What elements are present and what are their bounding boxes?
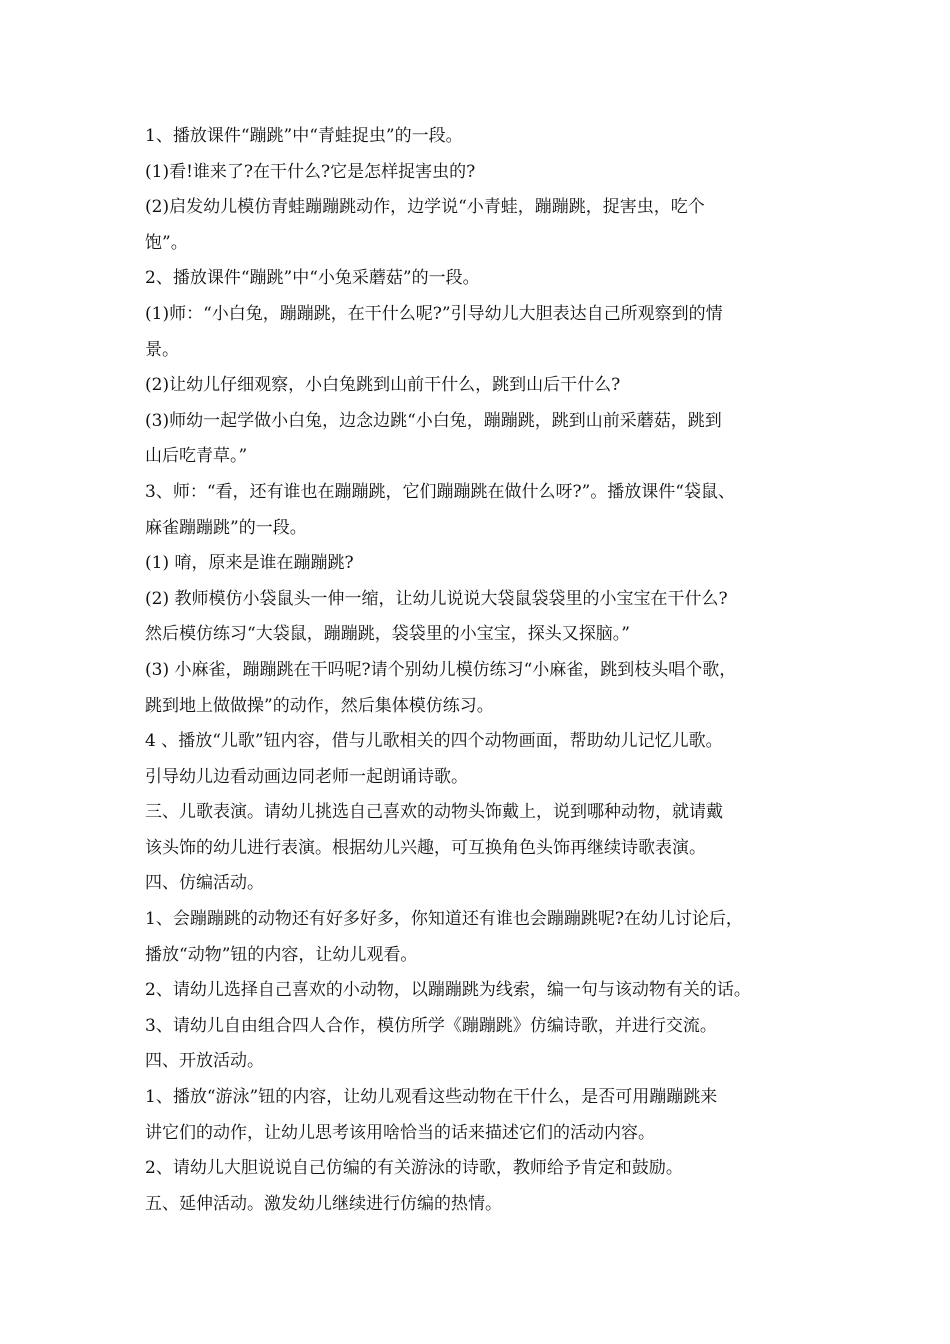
document-body xyxy=(145,119,825,1222)
text-line: 五、延伸活动。激发幼儿继续进行仿编的热情。 xyxy=(145,1193,502,1214)
text-line: (3) 小麻雀，蹦蹦跳在干吗呢?请个别幼儿模仿练习“小麻雀，跳到枝头唱个歌， xyxy=(145,659,737,680)
text-line: (2)让幼儿仔细观察，小白兔跳到山前干什么，跳到山后干什么? xyxy=(145,375,621,396)
text-line: 山后吃青草。” xyxy=(145,446,248,467)
text-line: 1、会蹦蹦跳的动物还有好多好多，你知道还有谁也会蹦蹦跳呢?在幼儿讨论后， xyxy=(145,909,743,930)
text-line: 麻雀蹦蹦跳”的一段。 xyxy=(145,517,307,538)
text-line: 讲它们的动作，让幼儿思考该用啥恰当的话来描述它们的活动内容。 xyxy=(145,1122,655,1143)
text-line: (3)师幼一起学做小白兔，边念边跳“小白兔，蹦蹦跳，跳到山前采蘑菇，跳到 xyxy=(145,410,722,431)
text-line: 四、仿编活动。 xyxy=(145,873,264,894)
text-line: 3、请幼儿自由组合四人合作，模仿所学《蹦蹦跳》仿编诗歌，并进行交流。 xyxy=(145,1015,717,1036)
text-line: (2) 教师模仿小袋鼠头一伸一缩，让幼儿说说大袋鼠袋袋里的小宝宝在干什么? xyxy=(145,588,728,609)
text-line: 引导幼儿边看动画边同老师一起朗诵诗歌。 xyxy=(145,766,468,787)
text-line: 1、播放课件“蹦跳”中“青蛙捉虫”的一段。 xyxy=(145,126,463,146)
text-line: 2、请幼儿选择自己喜欢的小动物，以蹦蹦跳为线索，编一句与该动物有关的话。 xyxy=(145,980,751,1001)
text-line: (1) 唷，原来是谁在蹦蹦跳? xyxy=(145,553,354,574)
text-line: 该头饰的幼儿进行表演。根据幼儿兴趣，可互换角色头饰再继续诗歌表演。 xyxy=(145,837,706,858)
text-line: 景。 xyxy=(145,339,179,360)
text-line: 1、播放“游泳”钮的内容，让幼儿观看这些动物在干什么，是否可用蹦蹦跳来 xyxy=(145,1087,718,1108)
text-line: 三、儿歌表演。请幼儿挑选自己喜欢的动物头饰戴上，说到哪种动物，就请戴 xyxy=(145,802,723,823)
text-line: 4 、播放“儿歌”钮内容，借与儿歌相关的四个动物画面，帮助幼儿记忆儿歌。 xyxy=(145,731,723,752)
text-line: 2、请幼儿大胆说说自己仿编的有关游泳的诗歌，教师给予肯定和鼓励。 xyxy=(145,1158,683,1179)
text-line: 四、开放活动。 xyxy=(145,1051,264,1072)
text-line: (2)启发幼儿模仿青蛙蹦蹦跳动作，边学说“小青蛙，蹦蹦跳，捉害虫，吃个 xyxy=(145,197,705,218)
text-line: 跳到地上做做操”的动作，然后集体模仿练习。 xyxy=(145,695,494,716)
text-line: 饱”。 xyxy=(145,232,188,253)
text-line: 然后模仿练习“大袋鼠，蹦蹦跳，袋袋里的小宝宝，探头又探脑。” xyxy=(145,624,630,645)
text-line: 3、师：“看，还有谁也在蹦蹦跳，它们蹦蹦跳在做什么呀?”。播放课件“袋鼠、 xyxy=(145,481,736,502)
text-line: (1)看!谁来了?在干什么?它是怎样捉害虫的? xyxy=(145,161,476,182)
text-line: 播放“动物”钮的内容，让幼儿观看。 xyxy=(145,944,418,965)
text-line: (1)师：“小白兔，蹦蹦跳，在干什么呢?”引导幼儿大胆表达自己所观察到的情 xyxy=(145,303,723,324)
text-line: 2、播放课件“蹦跳”中“小兔采蘑菇”的一段。 xyxy=(145,268,480,289)
